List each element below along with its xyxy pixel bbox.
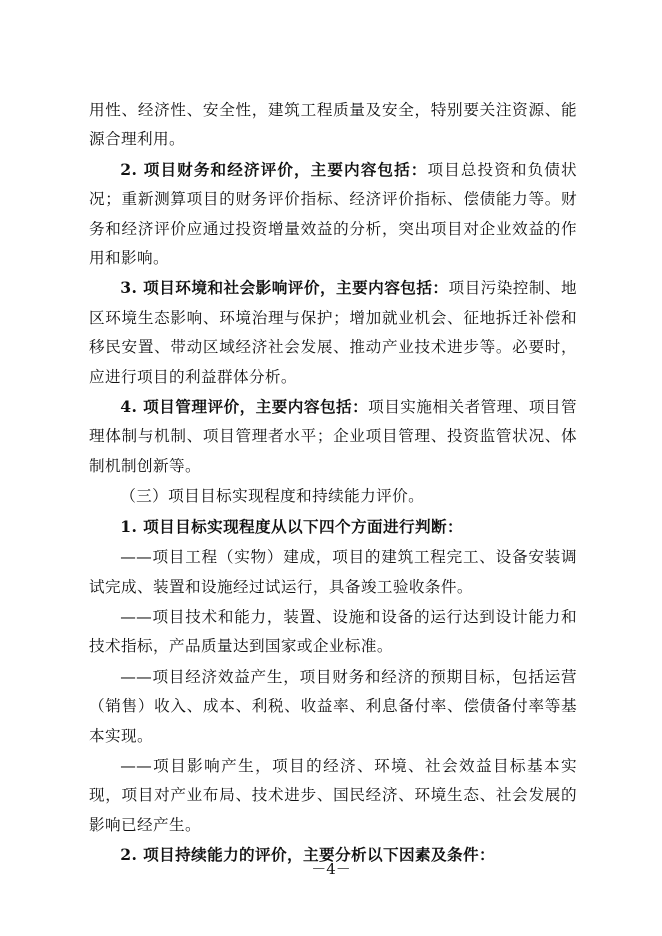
paragraph-9 [89, 662, 577, 751]
paragraph-8 [89, 602, 577, 662]
paragraph-heading: 3. 项目环境和社会影响评价，主要内容包括： [120, 278, 449, 298]
paragraph-text: ——项目工程（实物）建成，项目的建筑工程完工、设备安装调试完成、装置和设施经过试运行，具备竣工验收条件。 [89, 548, 577, 596]
document-body [89, 95, 577, 871]
paragraph-heading: 2. 项目持续能力的评价，主要分析以下因素及条件： [120, 845, 495, 865]
paragraph-text: 项目总投资和负债状况；重新测算项目的财务评价指标、经济评价指标、偿债能力等。财务和经济评价应通过投资增量效益的分析，突出项目对企业效益的作用和影响。 [89, 160, 577, 268]
paragraph-text: 项目污染控制、地区环境生态影响、环境治理与保护；增加就业机会、征地拆迁补偿和移民安置、带动区域经济社会发展、推动产业技术进步等。必要时，应进行项目的利益群体分析。 [89, 279, 578, 386]
paragraph-2 [89, 155, 577, 274]
page-number: －4－ [311, 860, 351, 878]
paragraph-text: ——项目技术和能力，装置、设施和设备的运行达到设计能力和技术指标，产品质量达到国家或企业标准。 [89, 607, 577, 656]
paragraph-5 [89, 481, 577, 511]
paragraph-text: （三）项目目标实现程度和持续能力评价。 [120, 487, 425, 506]
paragraph-4 [89, 392, 577, 481]
paragraph-1 [89, 95, 577, 155]
paragraph-3 [89, 273, 577, 392]
paragraph-heading: 1. 项目目标实现程度从以下四个方面进行判断： [120, 516, 463, 536]
paragraph-heading: 4. 项目管理评价，主要内容包括： [120, 397, 369, 417]
paragraph-text: ——项目影响产生，项目的经济、环境、社会效益目标基本实现，项目对产业布局、技术进步、国民经济、环境生态、社会发展的影响已经产生。 [89, 756, 577, 834]
paragraph-heading: 2. 项目财务和经济评价，主要内容包括： [120, 159, 428, 179]
paragraph-text: 项目实施相关者管理、项目管理体制与机制、项目管理者水平；企业项目管理、投资监管状况、体制机制创新等。 [89, 398, 577, 475]
paragraph-10 [89, 751, 577, 840]
paragraph-text: ——项目经济效益产生，项目财务和经济的预期目标，包括运营（销售）收入、成本、利税、收益率、利息备付率、偿债备付率等基本实现。 [89, 667, 577, 745]
paragraph-7 [89, 542, 577, 602]
paragraph-text: 用性、经济性、安全性，建筑工程质量及安全，特别要关注资源、能源合理利用。 [89, 101, 577, 149]
paragraph-6 [89, 512, 577, 542]
